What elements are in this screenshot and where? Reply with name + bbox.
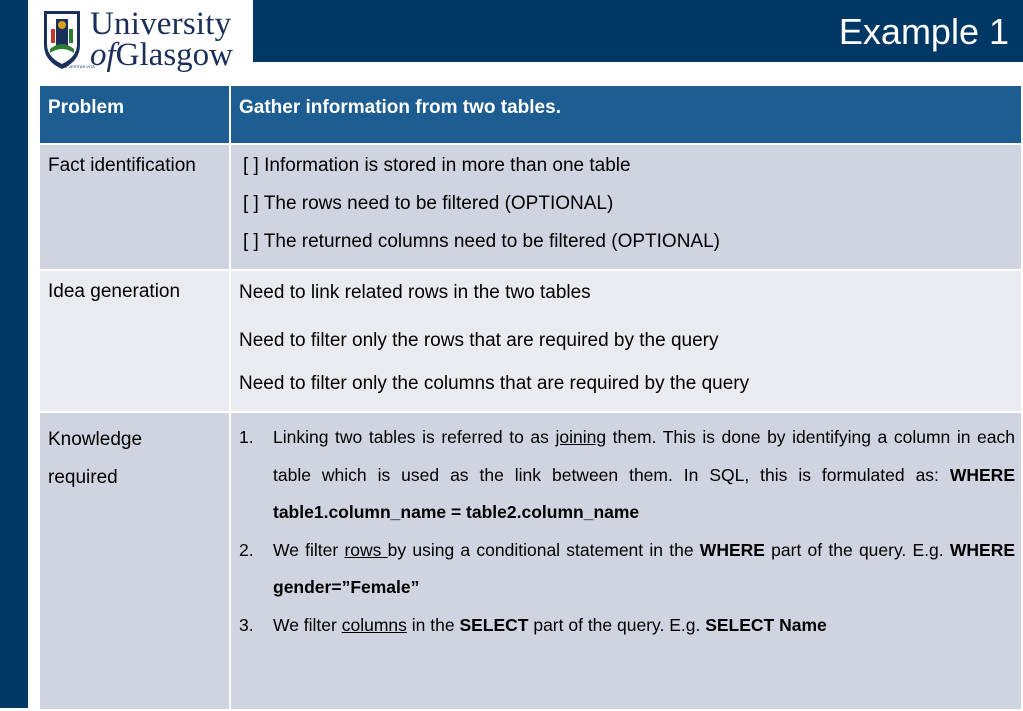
fact-item: [ ] The returned columns need to be filtered (OPTIONAL) — [243, 231, 720, 252]
item-text: Linking two tables is referred to as — [273, 427, 556, 447]
list-number: 1. — [239, 427, 254, 447]
idea-item: Need to filter only the rows that are required by the query — [239, 330, 719, 351]
logo-line-university: University — [90, 6, 232, 42]
table-row-problem — [39, 85, 1022, 144]
idea-label-cell — [39, 270, 230, 412]
logo-motto: VIA VERITAS VITA — [61, 64, 95, 69]
item-text: in the — [406, 614, 460, 635]
list-item — [231, 532, 1015, 607]
item-underlined: columns — [341, 614, 407, 635]
problem-label-cell — [39, 85, 230, 144]
logo-of: of — [90, 37, 116, 73]
problem-value-cell — [230, 85, 1022, 144]
table-row-knowledge-required — [39, 412, 1022, 710]
logo-glasgow: Glasgow — [115, 37, 233, 73]
list-item — [231, 607, 1015, 645]
list-number: 2. — [239, 539, 254, 560]
knowledge-list — [231, 413, 1021, 644]
left-brand-bar — [0, 0, 28, 708]
slide-title: Example 1 — [838, 11, 1009, 52]
item-bold: WHERE gender=”Female” — [273, 539, 1016, 597]
fact-item: [ ] Information is stored in more than one table — [243, 155, 631, 176]
table-row-idea-generation — [39, 270, 1022, 412]
idea-label: Idea generation — [48, 281, 181, 302]
item-text: part of the query. E.g. — [528, 614, 706, 635]
fact-items-cell — [230, 144, 1022, 270]
problem-label: Problem — [48, 97, 125, 118]
item-text: by using a conditional statement in the — [387, 539, 700, 560]
idea-items-cell — [230, 270, 1022, 412]
logo-line-glasgow — [90, 39, 233, 72]
knowledge-label-line1: Knowledge — [48, 429, 143, 450]
item-bold: SELECT — [459, 614, 529, 635]
list-number: 3. — [239, 614, 254, 635]
fact-label: Fact identification — [48, 155, 196, 176]
knowledge-items-cell — [230, 412, 1022, 710]
idea-item: Need to link related rows in the two tables — [239, 282, 591, 303]
fact-label-cell — [39, 144, 230, 270]
problem-value: Gather information from two tables. — [239, 97, 561, 118]
fact-items — [231, 145, 1021, 261]
idea-items — [231, 271, 1021, 405]
fact-item: [ ] The rows need to be filtered (OPTIONAL) — [243, 193, 614, 214]
idea-item: Need to filter only the columns that are required by the query — [239, 373, 750, 394]
university-logo — [28, 0, 253, 74]
table-row-fact-identification — [39, 144, 1022, 270]
item-text: them. This is done by identifying a column in each table which is used as the link between them. In SQL, this is formulated as: — [273, 427, 1015, 485]
item-underlined: joining — [555, 427, 607, 447]
item-text: We filter — [273, 614, 342, 635]
crest-icon — [42, 9, 82, 71]
knowledge-label-cell — [39, 412, 230, 710]
header-divider — [253, 62, 1023, 74]
knowledge-label — [40, 413, 229, 497]
item-bold: WHERE — [699, 539, 765, 560]
item-bold: SELECT Name — [705, 614, 827, 635]
problem-solving-table — [38, 84, 1023, 711]
item-text: part of the query. E.g. — [764, 539, 950, 560]
knowledge-label-line2: required — [48, 467, 118, 488]
item-text: We filter — [273, 539, 345, 560]
logo-wordmark — [90, 8, 233, 72]
list-item — [231, 419, 1015, 532]
item-bold: WHERE table1.column_name = table2.column_name — [273, 464, 1015, 522]
item-underlined: rows — [344, 539, 388, 560]
